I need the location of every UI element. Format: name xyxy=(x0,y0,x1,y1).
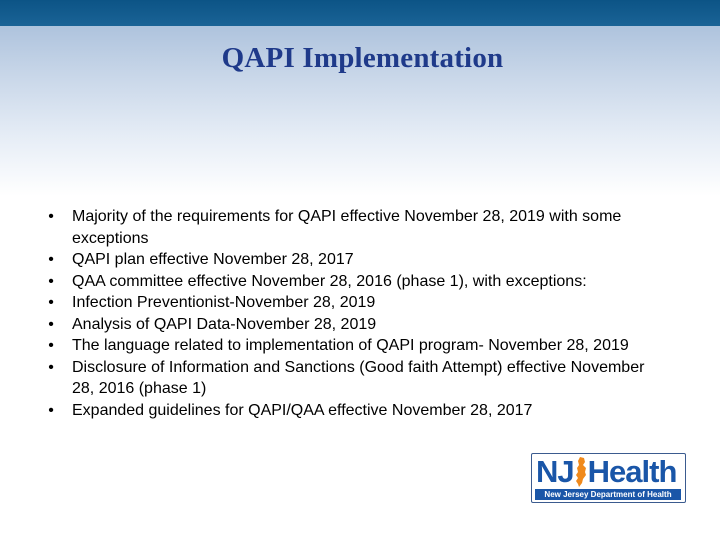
logo-nj-text: NJ xyxy=(536,454,574,489)
bullet-text: QAA committee effective November 28, 2016 (phase 1), with exceptions: xyxy=(72,272,587,290)
bullet-item xyxy=(44,292,664,314)
bullet-marker: • xyxy=(48,294,54,311)
bullet-list xyxy=(44,206,664,421)
bullet-item xyxy=(44,335,664,357)
bullet-marker: • xyxy=(48,337,54,354)
bullet-text: Infection Preventionist-November 28, 2019 xyxy=(72,294,376,311)
bullet-item xyxy=(44,357,664,400)
nj-health-logo xyxy=(531,453,686,503)
bullet-item xyxy=(44,271,664,293)
logo-health-text: Health xyxy=(587,454,677,489)
bullet-item xyxy=(44,400,664,422)
bullet-item xyxy=(44,206,664,249)
bullet-marker: • xyxy=(48,401,54,419)
bullet-text: Analysis of QAPI Data-November 28, 2019 xyxy=(72,315,377,333)
bullet-text: Majority of the requirements for QAPI effective November 28, 2019 with some exceptions xyxy=(72,208,622,247)
bullet-marker: • xyxy=(48,315,54,333)
bullet-item xyxy=(44,249,664,271)
bullet-marker: • xyxy=(48,251,54,268)
bullet-text: The language related to implementation of QAPI program- November 28, 2019 xyxy=(72,337,629,354)
bullet-marker: • xyxy=(48,358,54,376)
bullet-marker: • xyxy=(48,208,54,225)
bullet-text: Expanded guidelines for QAPI/QAA effective November 28, 2017 xyxy=(72,401,533,419)
slide-title: QAPI Implementation xyxy=(221,42,504,74)
new-jersey-state-icon xyxy=(575,457,587,487)
bullet-marker: • xyxy=(48,272,54,290)
top-bar xyxy=(0,0,720,26)
bullet-text: QAPI plan effective November 28, 2017 xyxy=(72,251,354,268)
logo-subtitle: New Jersey Department of Health xyxy=(535,489,681,500)
bullet-text: Disclosure of Information and Sanctions (Good faith Attempt) effective November 28, 2016 (phase 1) xyxy=(72,358,645,397)
bullet-item xyxy=(44,314,664,336)
logo-wordmark xyxy=(536,455,676,489)
